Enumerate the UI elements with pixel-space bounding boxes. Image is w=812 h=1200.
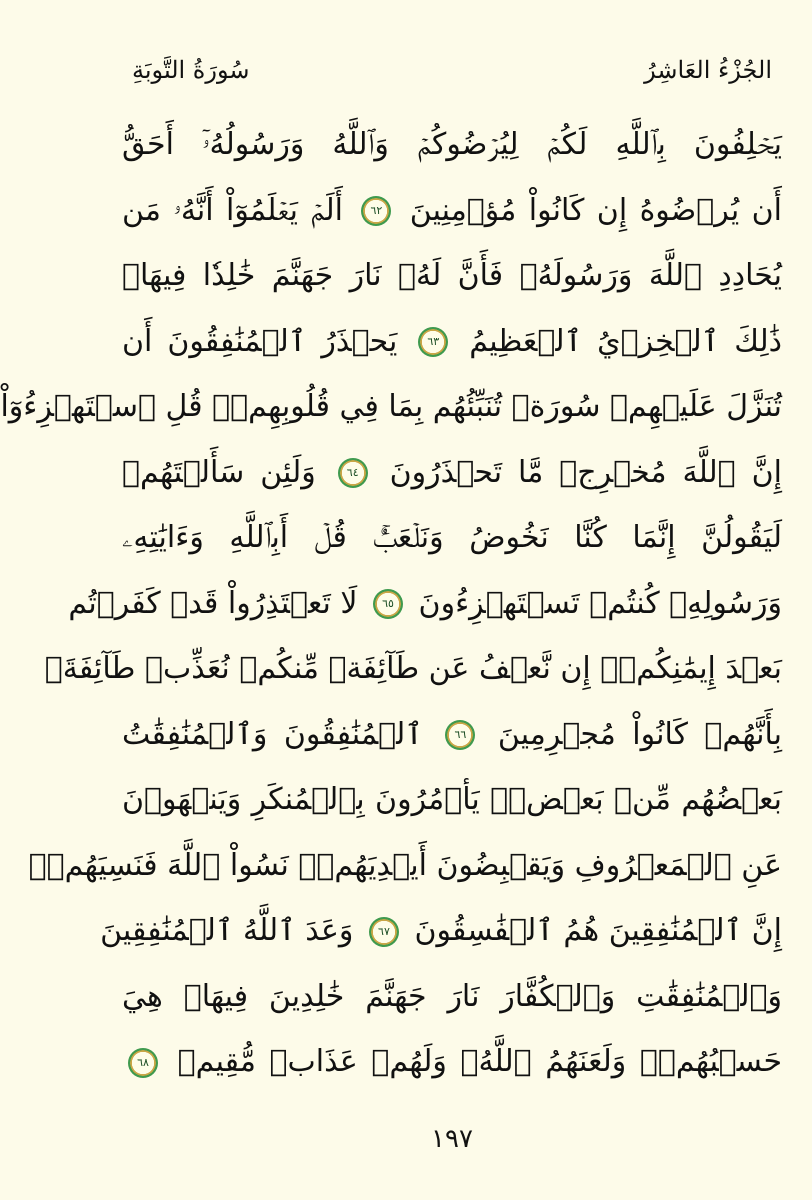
verse-text: حَسۡبُهُمۡۚ وَلَعَنَهُمُ ٱللَّهُۖ وَلَهُمۡ عَذَابٞ مُّقِيمٞ (177, 1044, 782, 1079)
verse-line (122, 243, 782, 309)
verse-text: لَا تَعۡتَذِرُواْ قَدۡ كَفَرۡتُم (68, 585, 358, 621)
verse-text: بَعۡضُهُم مِّنۢ بَعۡضٖۚ يَأۡمُرُونَ بِٱلۡمُنكَرِ وَيَنۡهَوۡنَ (122, 782, 782, 817)
verse-line (122, 112, 782, 178)
verse-text: أَلَمۡ يَعۡلَمُوٓاْ أَنَّهُۥ مَن (122, 192, 343, 228)
page-header (132, 50, 772, 90)
ayah-number-marker: ٦٤ (338, 458, 368, 488)
verse-text: ذَٰلِكَ ٱلۡخِزۡيُ ٱلۡعَظِيمُ (469, 323, 782, 359)
verse-text: وَعَدَ ٱللَّهُ ٱلۡمُنَٰفِقِينَ (100, 913, 354, 948)
surah-label: سُورَةُ التَّوبَةِ (132, 56, 250, 84)
verse-line (68, 571, 782, 637)
verse-line (0, 374, 782, 440)
verse-text: يَحۡلِفُونَ بِٱللَّهِ لَكُمۡ لِيُرۡضُوكُمۡ وَٱللَّهُ وَرَسُولُهُۥٓ أَحَقُّ (122, 127, 782, 162)
verse-text: ٱلۡمُنَٰفِقُونَ وَٱلۡمُنَٰفِقَٰتُ (122, 716, 423, 752)
quran-text-block (0, 112, 782, 1095)
verse-text: وَٱلۡمُنَٰفِقَٰتِ وَٱلۡكُفَّارَ نَارَ جَهَنَّمَ خَٰلِدِينَ فِيهَاۚ هِيَ (122, 978, 782, 1014)
verse-text: بَعۡدَ إِيمَٰنِكُمۡۚ إِن نَّعۡفُ عَن طَآئِفَةٖ مِّنكُمۡ نُعَذِّبۡ طَآئِفَةَۢ (44, 651, 782, 686)
verse-line (122, 964, 782, 1030)
verse-line (122, 505, 782, 571)
ayah-number-marker: ٦٣ (418, 327, 448, 357)
verse-line (100, 898, 782, 964)
verse-line (28, 833, 782, 899)
verse-text: عَنِ ٱلۡمَعۡرُوفِ وَيَقۡبِضُونَ أَيۡدِيَهُمۡۚ نَسُواْ ٱللَّهَ فَنَسِيَهُمۡۚ (28, 847, 782, 883)
verse-line (122, 702, 782, 768)
ayah-number-marker: ٦٢ (361, 196, 391, 226)
verse-text: إِنَّ ٱللَّهَ مُخۡرِجٞ مَّا تَحۡذَرُونَ (389, 454, 782, 490)
ayah-number-marker: ٦٨ (128, 1048, 158, 1078)
verse-text: وَرَسُولِهِۦ كُنتُمۡ تَسۡتَهۡزِءُونَ (418, 585, 782, 621)
verse-text: إِنَّ ٱلۡمُنَٰفِقِينَ هُمُ ٱلۡفَٰسِقُونَ (414, 913, 782, 948)
ayah-number-marker: ٦٧ (369, 917, 399, 947)
verse-line (122, 178, 782, 244)
verse-line (122, 309, 782, 375)
verse-line (122, 1029, 782, 1095)
verse-text: لَيَقُولُنَّ إِنَّمَا كُنَّا نَخُوضُ وَنَلۡعَبُۚ قُلۡ أَبِٱللَّهِ وَءَايَٰتِهِۦ (122, 520, 782, 555)
verse-text: تُنَزَّلَ عَلَيۡهِمۡ سُورَةٞ تُنَبِّئُهُم بِمَا فِي قُلُوبِهِمۡۚ قُلِ ٱسۡتَهۡزِءُوٓاْ (0, 389, 782, 424)
page-footer (92, 1124, 812, 1164)
verse-text: يَحۡذَرُ ٱلۡمُنَٰفِقُونَ أَن (122, 323, 398, 359)
verse-line (122, 767, 782, 833)
verse-text: بِأَنَّهُمۡ كَانُواْ مُجۡرِمِينَ (497, 716, 782, 752)
verse-text: أَن يُرۡضُوهُ إِن كَانُواْ مُؤۡمِنِينَ (409, 192, 782, 228)
ayah-number-marker: ٦٥ (373, 589, 403, 619)
verse-line (44, 636, 782, 702)
verse-text: وَلَئِن سَأَلۡتَهُمۡ (122, 454, 316, 490)
ayah-number-marker: ٦٦ (445, 720, 475, 750)
verse-line (122, 440, 782, 506)
juz-label: الجُزْءُ العَاشِرُ (644, 56, 772, 84)
verse-text: يُحَادِدِ ٱللَّهَ وَرَسُولَهُۥ فَأَنَّ لَهُۥ نَارَ جَهَنَّمَ خَٰلِدٗا فِيهَاۚ (122, 258, 782, 293)
page-number: ١٩٧ (431, 1124, 473, 1154)
